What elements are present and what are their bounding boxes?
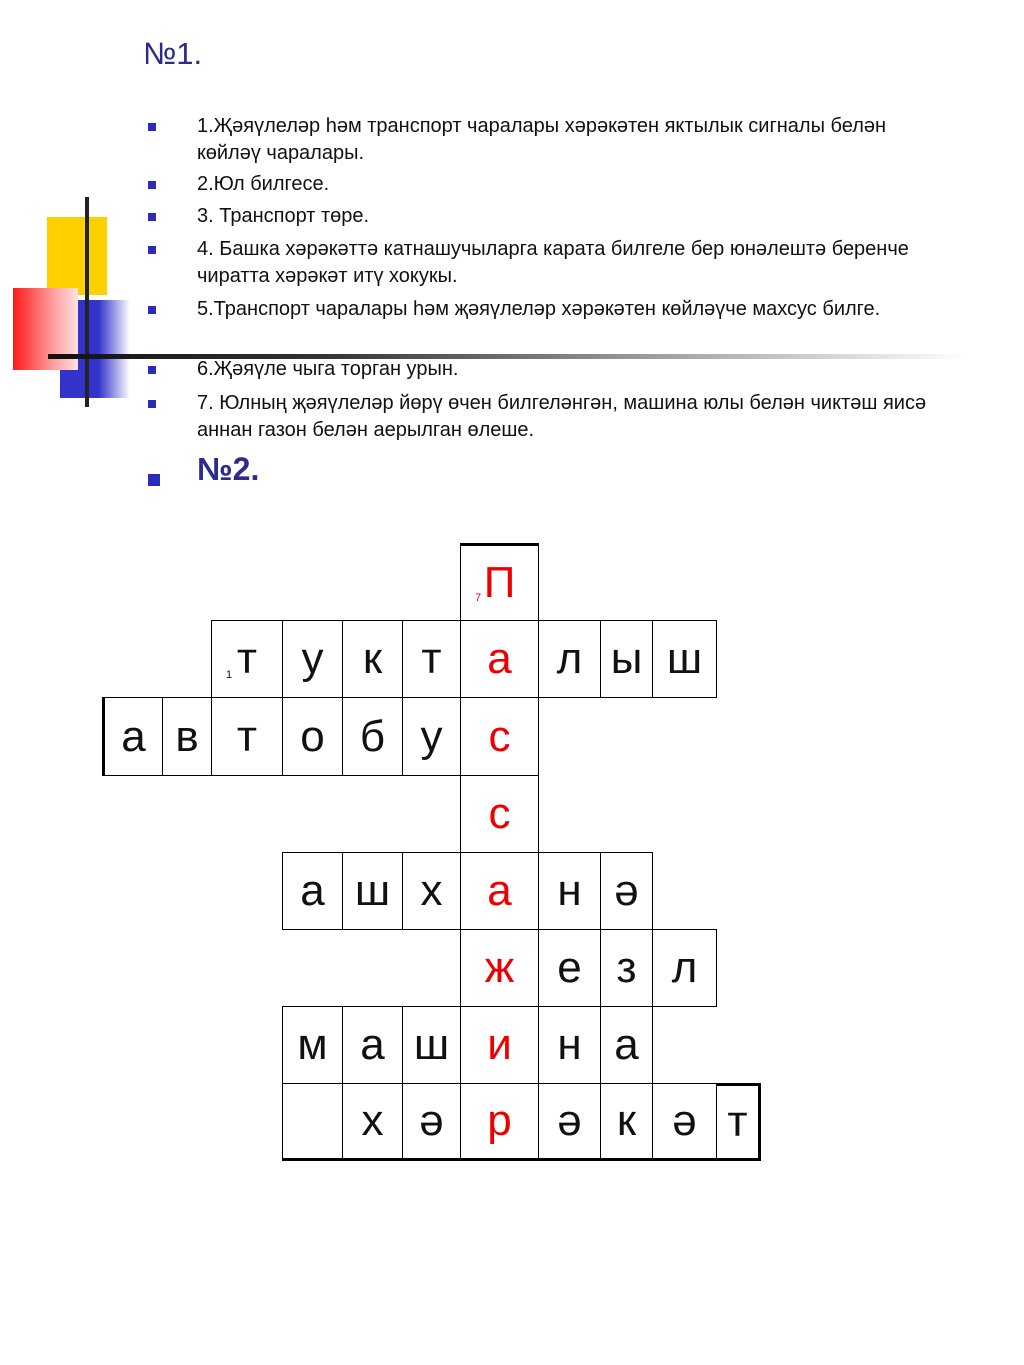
crossword-letter: а: [121, 711, 146, 761]
crossword-cell: [282, 1083, 343, 1161]
crossword-cell: [402, 852, 461, 930]
crossword-cell: [342, 620, 403, 698]
crossword-letter: с: [488, 789, 511, 838]
crossword-letter: ә: [419, 1096, 444, 1145]
crossword-cell: [460, 852, 539, 930]
crossword-cell: [460, 929, 539, 1007]
crossword-letter: т: [236, 634, 258, 683]
crossword-letter: к: [616, 1096, 637, 1145]
crossword-letter: к: [362, 634, 383, 683]
crossword-letter: о: [300, 711, 325, 761]
crossword-letter: ә: [557, 1096, 582, 1145]
crossword-letter: ә: [614, 866, 639, 915]
crossword-letter: р: [487, 1096, 512, 1145]
crossword-cell: [600, 620, 653, 698]
crossword-cell: [600, 1006, 653, 1084]
crossword-letter: ж: [484, 943, 515, 992]
crossword-letter: у: [301, 634, 324, 683]
crossword-cell: [162, 697, 212, 776]
bullet-icon: [148, 213, 156, 221]
crossword-cell: [282, 620, 343, 698]
crossword-cell: [342, 1006, 403, 1084]
crossword-cell: [538, 929, 601, 1007]
crossword-cell: [538, 1083, 601, 1161]
crossword-letter: ш: [666, 634, 703, 683]
crossword-letter: т: [727, 1097, 748, 1146]
question-text: 1.Җәяүлеләр һәм транспорт чаралары хәрәкәтен яктылык сигналы белән көйләү чаралары.: [197, 115, 887, 164]
crossword-cell: [402, 1006, 461, 1084]
crossword-cell: [538, 1006, 601, 1084]
crossword-cell: [460, 775, 539, 853]
crossword-letter: а: [614, 1020, 639, 1069]
crossword-cell: [402, 620, 461, 698]
crossword-cell: [460, 1083, 539, 1161]
question-text: 2.Юл билгесе.: [197, 173, 330, 195]
bullet-icon: [148, 474, 160, 486]
crossword-cell: [460, 543, 539, 621]
vertical-divider: [85, 197, 89, 407]
crossword-cell: [652, 1083, 717, 1161]
crossword-cell: [538, 852, 601, 930]
crossword-letter: х: [420, 866, 443, 915]
crossword-cell: [402, 1083, 461, 1161]
crossword-letter: л: [556, 634, 583, 683]
crossword-cell: [282, 1006, 343, 1084]
section-title-2: №2.: [197, 451, 260, 487]
question-text: 6.Җәяүле чыга торган урын.: [197, 358, 459, 380]
crossword-letter: ә: [672, 1096, 697, 1145]
question-text: 5.Транспорт чаралары һәм җәяүлеләр хәрәкәтен көйләүче махсус билге.: [197, 298, 881, 320]
question-text: 3. Транспорт төре.: [197, 205, 370, 227]
bullet-icon: [148, 366, 156, 374]
crossword-cell: [211, 620, 283, 698]
crossword-cell: [460, 697, 539, 776]
bullet-icon: [148, 400, 156, 408]
bullet-icon: [148, 123, 156, 131]
crossword-cell: [600, 1083, 653, 1161]
crossword-cell: [652, 929, 717, 1007]
crossword-letter: а: [300, 866, 325, 915]
crossword-letter: П: [483, 558, 516, 607]
crossword-letter: х: [361, 1096, 384, 1145]
bullet-icon: [148, 246, 156, 254]
section-title-1: №1.: [143, 36, 203, 71]
crossword-cell: [600, 852, 653, 930]
clue-number: 7: [475, 592, 482, 604]
crossword-letter: з: [616, 943, 637, 992]
crossword-cell: [342, 852, 403, 930]
crossword-letter: в: [175, 711, 199, 761]
crossword-letter: а: [487, 634, 512, 683]
crossword-letter: а: [360, 1020, 385, 1069]
crossword-letter: а: [487, 866, 512, 915]
yellow-square: [47, 217, 107, 295]
crossword-cell: [600, 929, 653, 1007]
crossword-letter: ш: [354, 866, 391, 915]
crossword-letter: н: [557, 866, 582, 915]
bullet-icon: [148, 306, 156, 314]
crossword-letter: у: [420, 711, 443, 761]
crossword-cell: [282, 852, 343, 930]
crossword-letter: т: [421, 634, 442, 683]
crossword-letter: с: [488, 711, 511, 761]
crossword-letter: и: [487, 1020, 512, 1069]
crossword-cell: [460, 620, 539, 698]
clue-number: 1: [226, 669, 233, 681]
question-text: 7. Юлның җәяүлеләр йөрү өчен билгеләнгән, машина юлы белән чиктәш яисә аннан газон белән аерылган өлеше.: [197, 392, 927, 441]
crossword-letter: б: [359, 711, 386, 761]
crossword-cell: [460, 1006, 539, 1084]
crossword-letter: м: [297, 1020, 328, 1069]
crossword-letter: ы: [610, 634, 643, 683]
crossword-letter: т: [236, 711, 258, 761]
crossword-cell: [211, 697, 283, 776]
crossword-letter: ш: [413, 1020, 450, 1069]
crossword-cell: [282, 697, 343, 776]
crossword-letter: н: [557, 1020, 582, 1069]
crossword-cell: [102, 697, 163, 776]
crossword-cell: [402, 697, 461, 776]
bullet-icon: [148, 181, 156, 189]
crossword-cell: [716, 1083, 761, 1161]
crossword-letter: л: [671, 943, 698, 992]
crossword-cell: [342, 697, 403, 776]
crossword-cell: [538, 620, 601, 698]
crossword-cell: [652, 620, 717, 698]
crossword-cell: [342, 1083, 403, 1161]
crossword-letter: е: [557, 943, 582, 992]
question-text: 4. Башка хәрәкәттә катнашучыларга карата билгеле бер юнәлештә беренче чиратта хәрәкәт итү хокукы.: [197, 238, 909, 287]
